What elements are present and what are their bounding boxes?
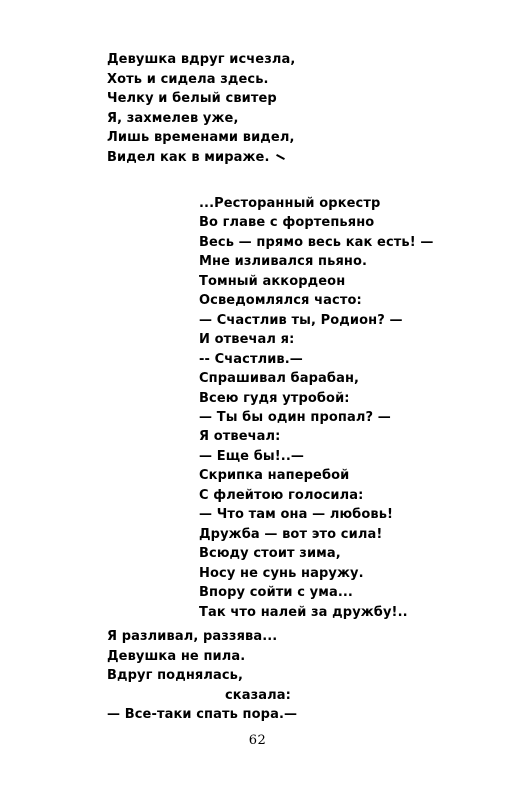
poem-line: Томный аккордеон [199,273,346,289]
poem-line: Всюду стоит зима, [199,546,341,562]
poem-line: Хоть и сидела здесь. [107,71,269,87]
poem-line: — Счастлив ты, Родион? — [199,312,403,328]
poem-line: Видел как в мираже. [107,149,270,165]
stanza-1 [107,50,295,168]
poem-line: — Еще бы!..— [199,448,304,464]
poem-line-indented: сказала: [225,687,291,703]
poem-line: Челку и белый свитер [107,91,277,107]
poem-line: -- Счастлив.— [199,351,303,367]
poem-line: Спрашивал барабан, [199,371,360,387]
poem-line: Я разливал, раззява... [107,629,278,644]
poem-line: Девушка вдруг исчезла, [107,52,296,67]
poem-line: Во главе с фортепьяно [199,215,375,231]
poem-line: Так что налей за дружбу!.. [199,604,408,620]
poem-line: Лишь временами видел, [107,130,295,146]
poem-line: Скрипка наперебой [199,468,350,484]
poem-line: Вдруг поднялась, [107,668,244,684]
poem-line: — Что там она — любовь! [199,507,394,523]
poem-line: Мне изливался пьяно. [199,254,368,270]
poem-line: И отвечал я: [199,332,295,348]
stanza-2 [199,194,434,622]
poem-line: Всею гудя утробой: [199,390,350,406]
page-number: 62 [248,733,267,748]
poem-line: Я отвечал: [199,429,281,445]
poem-line: Впору сойти с ума... [199,585,353,601]
poem-line: Я, захмелев уже, [107,110,239,126]
poem-line: С флейтою голосила: [199,487,364,503]
poem-line: Весь — прямо весь как есть! — [199,234,434,250]
poem-line: Осведомлялся часто: [199,293,362,309]
poem-line: — Ты бы один пропал? — [199,409,391,425]
stanza-3 [107,627,297,725]
poem-line: Дружба — вот это сила! [199,526,383,542]
poem-line: ...Ресторанный оркестр [199,196,381,211]
poem-line: Девушка не пила. [107,648,246,664]
poem-line: — Все-таки спать пора.— [107,707,298,723]
poem-line: Носу не сунь наружу. [199,565,364,581]
